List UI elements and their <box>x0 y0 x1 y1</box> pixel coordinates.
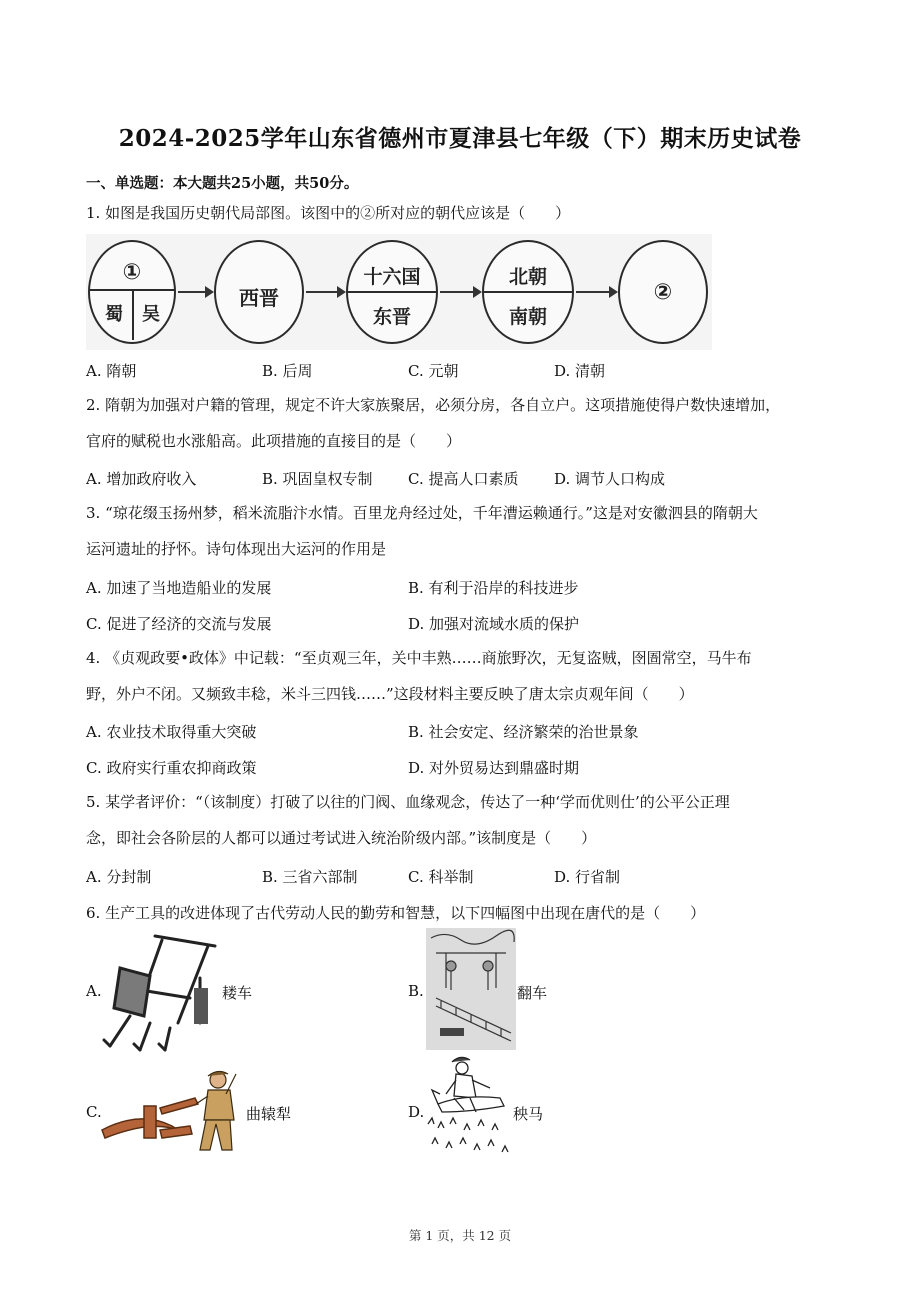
circle-3-top: 十六国 <box>363 266 421 288</box>
question-6-stem: 6. 生产工具的改进体现了古代劳动人民的勤劳和智慧，以下四幅图中出现在唐代的是（ ） <box>86 904 706 922</box>
circle-5-label: ② <box>653 280 673 305</box>
page-footer: 第 1 页，共 12 页 <box>408 1228 512 1243</box>
q6-option-b-letter[interactable]: B. <box>408 982 424 1000</box>
q1-option-b[interactable]: B. 后周 <box>262 362 313 380</box>
seed-drill-icon <box>100 928 220 1053</box>
q2-option-c[interactable]: C. 提高人口素质 <box>408 470 519 488</box>
q3-option-a[interactable]: A. 加速了当地造船业的发展 <box>86 579 272 597</box>
q4-option-b[interactable]: B. 社会安定、经济繁荣的治世景象 <box>408 723 639 741</box>
question-4-line-1: 4. 《贞观政要•政体》中记载：“至贞观三年，关中丰熟……商旅野次，无复盗贼，囹圄常空，马牛布 <box>86 649 752 667</box>
circle-1-left: 蜀 <box>105 304 123 325</box>
q1-option-a[interactable]: A. 隋朝 <box>86 362 137 380</box>
timeline-arrow <box>440 291 480 293</box>
timeline-arrow <box>306 291 344 293</box>
q4-option-d[interactable]: D. 对外贸易达到鼎盛时期 <box>408 759 580 777</box>
question-3-line-1: 3. “琼花缀玉扬州梦，稻米流脂汴水情。百里龙舟经过处，千年漕运赖通行。”这是对安徽泗县的隋朝大 <box>86 504 758 522</box>
circle-1-label: ① <box>122 260 142 285</box>
q3-option-d[interactable]: D. 加强对流域水质的保护 <box>408 615 580 633</box>
timeline-circle-5 <box>618 240 708 344</box>
circle-1-right: 吴 <box>142 304 160 325</box>
question-2-line-1: 2. 隋朝为加强对户籍的管理，规定不许大家族聚居，必须分房，各自立户。这项措施使得户数快速增加， <box>86 396 781 414</box>
q3-option-c[interactable]: C. 促进了经济的交流与发展 <box>86 615 272 633</box>
q6-option-a-caption: 耧车 <box>222 984 253 1002</box>
q6-option-a-letter[interactable]: A. <box>86 982 102 1000</box>
q6-option-c-letter[interactable]: C. <box>86 1103 102 1121</box>
dynasty-timeline <box>86 234 712 350</box>
q5-option-b[interactable]: B. 三省六部制 <box>262 868 358 886</box>
q2-option-b[interactable]: B. 巩固皇权专制 <box>262 470 373 488</box>
q5-option-a[interactable]: A. 分封制 <box>86 868 152 886</box>
question-2-line-2: 官府的赋税也水涨船高。此项措施的直接目的是（ ） <box>86 432 462 450</box>
timeline-circle-4 <box>482 240 574 344</box>
timeline-circle-3 <box>346 240 438 344</box>
question-5-line-2: 念，即社会各阶层的人都可以通过考试进入统治阶级内部。”该制度是（ ） <box>86 829 597 847</box>
circle-2-label: 西晋 <box>239 286 279 310</box>
q5-option-d[interactable]: D. 行省制 <box>554 868 621 886</box>
q4-option-c[interactable]: C. 政府实行重农抑商政策 <box>86 759 257 777</box>
q6-option-d-letter[interactable]: D. <box>408 1103 425 1121</box>
curved-plow-icon <box>100 1068 245 1153</box>
timeline-arrow <box>576 291 616 293</box>
question-1-stem: 1. 如图是我国历史朝代局部图。该图中的②所对应的朝代应该是（ ） <box>86 204 571 222</box>
water-lift-icon <box>426 928 516 1050</box>
question-4-line-2: 野，外户不闭。又频致丰稔，米斗三四钱……”这段材料主要反映了唐太宗贞观年间（ ） <box>86 685 694 703</box>
q2-option-a[interactable]: A. 增加政府收入 <box>86 470 197 488</box>
q6-option-b-caption: 翻车 <box>517 984 548 1002</box>
q6-option-c-caption: 曲辕犁 <box>246 1105 292 1123</box>
rice-transplanter-icon <box>424 1054 514 1164</box>
q1-option-d[interactable]: D. 清朝 <box>554 362 606 380</box>
section-heading: 一、单选题：本大题共25小题，共50分。 <box>86 175 359 192</box>
circle-4-top: 北朝 <box>508 266 547 288</box>
q1-option-c[interactable]: C. 元朝 <box>408 362 459 380</box>
q4-option-a[interactable]: A. 农业技术取得重大突破 <box>86 723 257 741</box>
circle-3-bottom: 东晋 <box>372 306 411 328</box>
question-3-line-2: 运河遗址的抒怀。诗句体现出大运河的作用是 <box>86 540 387 558</box>
question-5-line-1: 5. 某学者评价：“（该制度）打破了以往的门阀、血缘观念，传达了一种‘学而优则仕’的公平公正理 <box>86 793 730 811</box>
q5-option-c[interactable]: C. 科举制 <box>408 868 474 886</box>
page-title: 2024-2025学年山东省德州市夏津县七年级（下）期末历史试卷 <box>118 125 802 152</box>
q6-option-d-caption: 秧马 <box>513 1105 544 1123</box>
q3-option-b[interactable]: B. 有利于沿岸的科技进步 <box>408 579 579 597</box>
q2-option-d[interactable]: D. 调节人口构成 <box>554 470 666 488</box>
timeline-arrow <box>178 291 212 293</box>
circle-4-bottom: 南朝 <box>508 306 547 328</box>
timeline-circle-2 <box>214 240 304 344</box>
timeline-circle-1 <box>88 240 176 344</box>
